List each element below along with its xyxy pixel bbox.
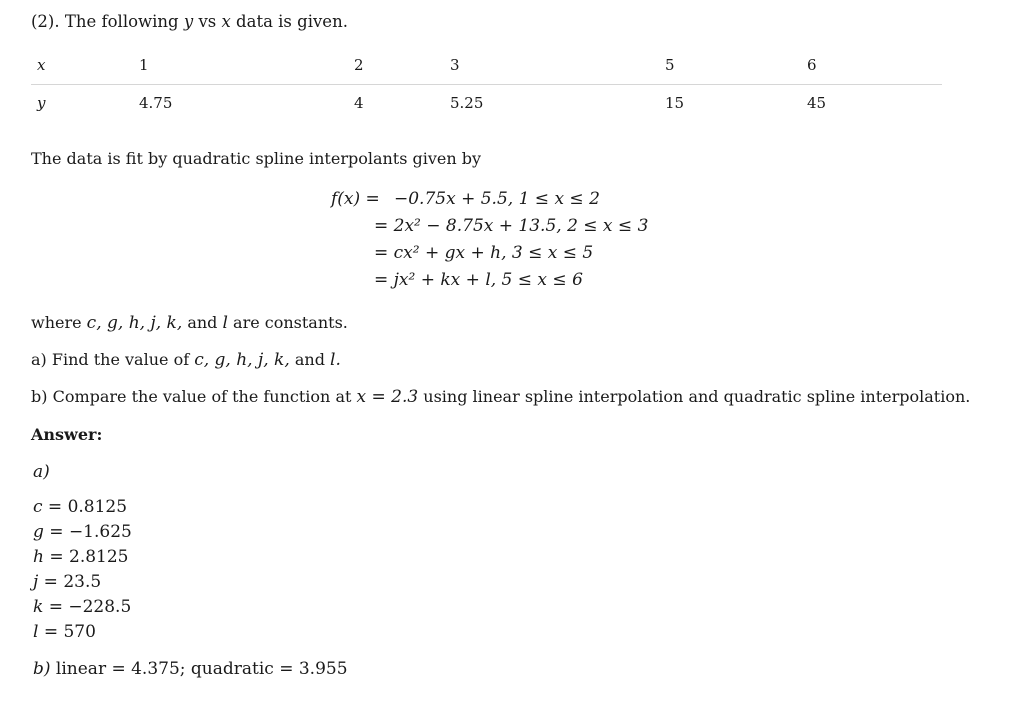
row-label-y: y — [37, 94, 46, 112]
table-cell: 5.25 — [450, 94, 484, 112]
table-cell: 6 — [807, 56, 817, 74]
answer-value: l = 570 — [33, 622, 96, 642]
question-part-a: a) Find the value of c, g, h, j, k, and l. — [31, 350, 341, 370]
table-cell: 1 — [139, 56, 149, 74]
table-cell: 15 — [665, 94, 685, 112]
answer-part-a-label: a) — [33, 462, 50, 482]
equation-line-2: = 2x² − 8.75x + 13.5, 2 ≤ x ≤ 3 — [374, 216, 649, 236]
answer-value: g = −1.625 — [33, 522, 132, 542]
equation-lhs: f(x) = — [331, 189, 380, 209]
answer-value: j = 23.5 — [33, 572, 102, 592]
row-label-x: x — [37, 56, 46, 74]
question-part-b: b) Compare the value of the function at x = 2.3 using linear spline interpolation and quadratic spline interpolation. — [31, 387, 971, 407]
equation-line-3: = cx² + gx + h, 3 ≤ x ≤ 5 — [374, 243, 594, 263]
answer-part-b: b) linear = 4.375; quadratic = 3.955 — [33, 659, 348, 679]
equation-line-4: = jx² + kx + l, 5 ≤ x ≤ 6 — [374, 270, 583, 290]
constants-note: where c, g, h, j, k, and l are constants. — [31, 313, 348, 333]
problem-title: (2). The following y vs x data is given. — [31, 12, 348, 31]
table-cell: 3 — [450, 56, 460, 74]
table-row-x — [31, 56, 942, 86]
answer-value: c = 0.8125 — [33, 497, 128, 517]
table-cell: 2 — [354, 56, 364, 74]
table-row-y — [31, 94, 942, 124]
answer-value: k = −228.5 — [33, 597, 132, 617]
table-cell: 45 — [807, 94, 827, 112]
table-divider — [31, 84, 942, 85]
answer-heading: Answer: — [31, 425, 103, 444]
table-cell: 4 — [354, 94, 364, 112]
equation-line-1: −0.75x + 5.5, 1 ≤ x ≤ 2 — [394, 189, 600, 209]
table-cell: 4.75 — [139, 94, 173, 112]
table-cell: 5 — [665, 56, 675, 74]
fit-description: The data is fit by quadratic spline interpolants given by — [31, 149, 482, 168]
answer-value: h = 2.8125 — [33, 547, 129, 567]
